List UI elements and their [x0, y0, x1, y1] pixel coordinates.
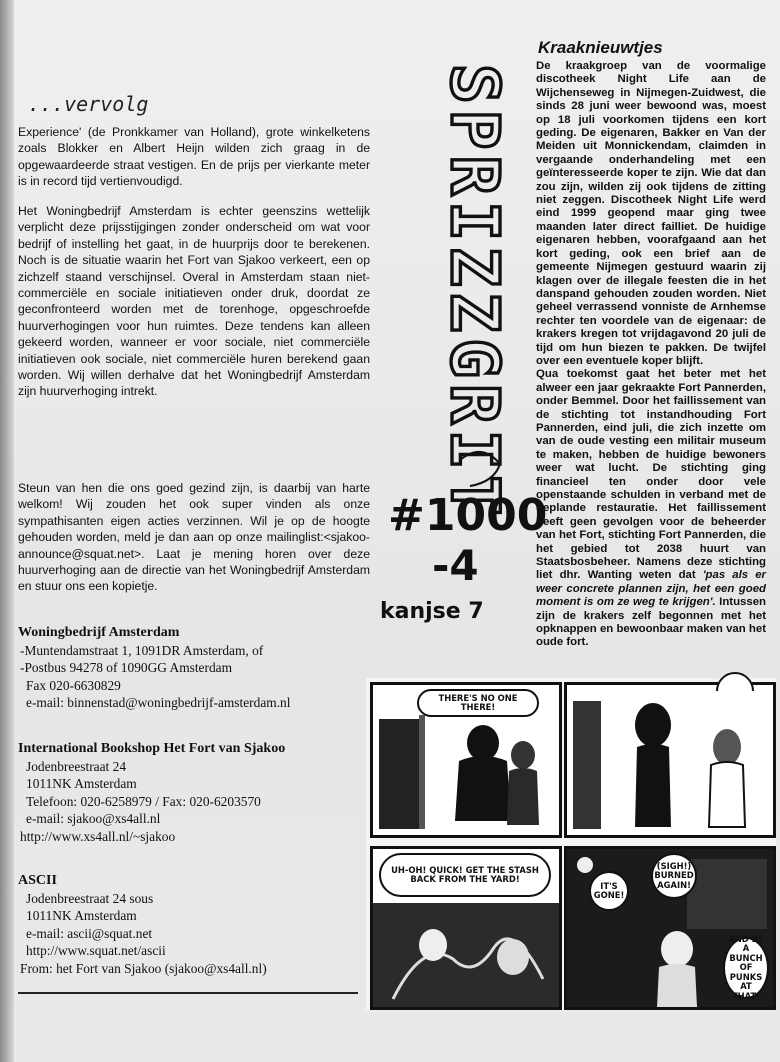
hand-drawn-title: [380, 60, 548, 630]
comic-panel-3: [370, 846, 562, 1010]
figure-head: [497, 939, 529, 975]
address-block-fort-van-sjakoo: [20, 740, 285, 846]
article-paragraph-2: Het Woningbedrijf Amsterdam is echter geenszins wettelijk verplicht deze prijsstijgingen zonder onderscheid om wat voor bedrijf of instelling het gaat, in de huurprijs door te berekenen. Noch is de situatie waarin het Fort van Sjakoo verkeert, een op zichzelf staand verschijnsel. Overal in Amsterdam staan niet-commerciële en sociale initiatieven onder druk, doordat ze geconfronteerd worden met de torenhoge, opgeschroefde huurverhogingen voor hun ruimtes. Deze tendens kan alleen gekeerd worden, wanneer er voor sociale, niet commerciële initiatieven ook sociale, niet commerciële huren berekend gaan worden. Wij willen derhalve dat het Woningbedrijf Amsterdam zijn huurverhoging intrekt.: [18, 204, 370, 399]
figure-body: [635, 744, 671, 827]
issue-tag: kanjse 7: [380, 599, 484, 624]
address-heading: International Bookshop Het Fort van Sjakoo: [18, 741, 286, 756]
kraaknieuwtjes-paragraph-2-text: Qua toekomst gaat het beter met het alweer een jaar gekraakte Fort Pannerden, onder Bemmel. Door het faillissement van de stichting tot instandhouding Fort Pannerden, eind juli, die zich inzette om van de oude vesting een militair museum te maken, hebben de huidige bewoners weer wat lucht. De stichting ging financieel ten onder door vele openstaande schulden in verband met de geplande restauratie. Het faillissement heeft geen gevolgen voor de beheerder van het Fort, stichting Fort Pannerden, die het gebied tot 2038 huurt van Staatsbosbeheer. Namens deze stichting liet dhr. Wanting weten dat: [536, 368, 766, 582]
address-block-woningbedrijf: [20, 624, 290, 712]
address-line: From: het Fort van Sjakoo (sjakoo@xs4all.nl): [20, 960, 267, 976]
speech-bubble: IT'S GONE!: [589, 871, 629, 911]
article-paragraph-3: Steun van hen die ons goed gezind zijn, is daarbij van harte welkom! Wij zouden het ook super vinden als onze sympathisanten eigen acties verzinnen. Wil je op de hoogte gehouden worden, meld je dan aan op onze mailinglist:<sjakoo-announce@squat.net>. Laat je mening horen over deze huurverhoging aan de directie van het Woningbedrijf Amsterdam en stuur ons een kopietje.: [18, 481, 370, 594]
address-line: 1011NK Amsterdam: [26, 776, 137, 792]
issue-number: #1000: [388, 490, 548, 541]
kraaknieuwtjes-title: Kraaknieuwtjes: [538, 38, 663, 57]
speech-bubble: (SIGH!) BURNED AGAIN!: [651, 853, 697, 899]
speech-bubble: AND BY A BUNCH OF PUNKS AT THAT!: [723, 937, 769, 999]
speech-bubble: THERE'S NO ONE THERE!: [417, 689, 539, 717]
figure-head: [635, 703, 671, 747]
address-block-ascii: [20, 872, 267, 978]
address-heading: ASCII: [18, 873, 57, 888]
window: [687, 859, 767, 929]
address-line: http://www.squat.net/ascii: [26, 943, 166, 959]
doorway: [379, 719, 419, 829]
speech-bubble: UH-OH! QUICK! GET THE STASH BACK FROM THE YARD!: [379, 853, 551, 897]
doorway: [573, 701, 601, 829]
figure-body: [507, 768, 539, 825]
divider: [18, 992, 358, 994]
address-line: -Muntendamstraat 1, 1091DR Amsterdam, of: [20, 642, 264, 658]
figure-body: [657, 964, 697, 1007]
kraaknieuwtjes-closing: Intussen zijn de krakers zelf begonnen met het opknappen en bewoonbaar maken van het oude fort.: [536, 596, 767, 649]
kraaknieuwtjes-paragraph-1: De kraakgroep van de voormalige discotheek Night Life aan de Wijchenseweg in Nijmegen-Zuidwest, die sinds 28 juni weer bewoond was, moest op 18 juli voorkomen tijdens een kort geding. De eigenaren, Bakker en Van der Meiden uit Monnickendam, claimden in vergaande onderhandeling met een geïnteresseerde koper te zijn. Wie dat dan zou zijn, wilden zij ook tijdens de zitting niet zeggen. Discotheek Night Life werd eind 1999 geopend maar ging twee maanden later direct failliet. De huidige eigenaren hebben, voorafgaand aan het kort geding, ook een brief aan de gemeente Nijmegen gestuurd waarin zij klagen over de illegale feesten die in het danspand gehouden zouden worden. Niet geheel verrassend vonniste de Arnhemse rechter ten voordele van de eigenaar: de krakers kregen tot vrijdagavond 20 juli de tijd om hun biezen te pakken. De twijfel over een eventuele koper blijft.: [536, 60, 766, 367]
comic-panel-2: [564, 682, 776, 838]
address-line: Jodenbreestraat 24 sous: [26, 890, 154, 906]
address-line: e-mail: ascii@squat.net: [26, 925, 153, 941]
comic-panel-4: [564, 846, 776, 1010]
figure-head: [467, 725, 499, 761]
comic-panel-2-art: [567, 685, 773, 835]
kraaknieuwtjes-column: [536, 38, 766, 650]
comic-strip: [366, 678, 776, 1010]
kraaknieuwtjes-quote: 'pas als er weer concrete plannen zijn, het een goed moment is om ze weg te krijgen'.: [536, 569, 766, 609]
figure-head: [511, 741, 535, 769]
comic-panel-1: [370, 682, 562, 838]
address-line: e-mail: binnenstad@woningbedrijf-amsterdam.nl: [26, 695, 291, 711]
figure-body: [455, 756, 511, 821]
address-line: http://www.xs4all.nl/~sjakoo: [20, 828, 176, 844]
figure-body: [709, 762, 745, 827]
figure-head: [419, 929, 447, 961]
handwritten-note: ...vervolg: [28, 92, 149, 116]
figure-head: [713, 729, 741, 765]
lamp: [717, 673, 753, 691]
address-line: -Postbus 94278 of 1090GG Amsterdam: [20, 660, 233, 676]
moon: [577, 857, 593, 873]
yard-background: [373, 903, 559, 1007]
address-line: Telefoon: 020-6258979 / Fax: 020-6203570: [26, 793, 261, 809]
address-line: Jodenbreestraat 24: [26, 758, 127, 774]
address-heading: Woningbedrijf Amsterdam: [18, 625, 180, 640]
address-line: 1011NK Amsterdam: [26, 908, 137, 924]
figure-head: [661, 931, 693, 967]
address-line: e-mail: sjakoo@xs4all.nl: [26, 811, 161, 827]
hand-drawn-title-art: [380, 60, 548, 630]
door-frame: [419, 715, 425, 829]
issue-sub: -4: [432, 541, 479, 590]
address-line: Fax 020-6630829: [26, 677, 121, 693]
title-text: SPRIZZGRIT: [436, 64, 513, 522]
kraaknieuwtjes-paragraph-2: [536, 368, 766, 650]
page-edge-shadow: [0, 0, 14, 1062]
article-paragraph-1: Experience' (de Pronkkamer van Holland), grote winkelketens zoals Blokker en Albert Heijn wilden zich graag in de opgewaardeerde straat vestigen. En de prijs per vierkante meter is in record tijd vertienvoudigd.: [18, 125, 370, 189]
